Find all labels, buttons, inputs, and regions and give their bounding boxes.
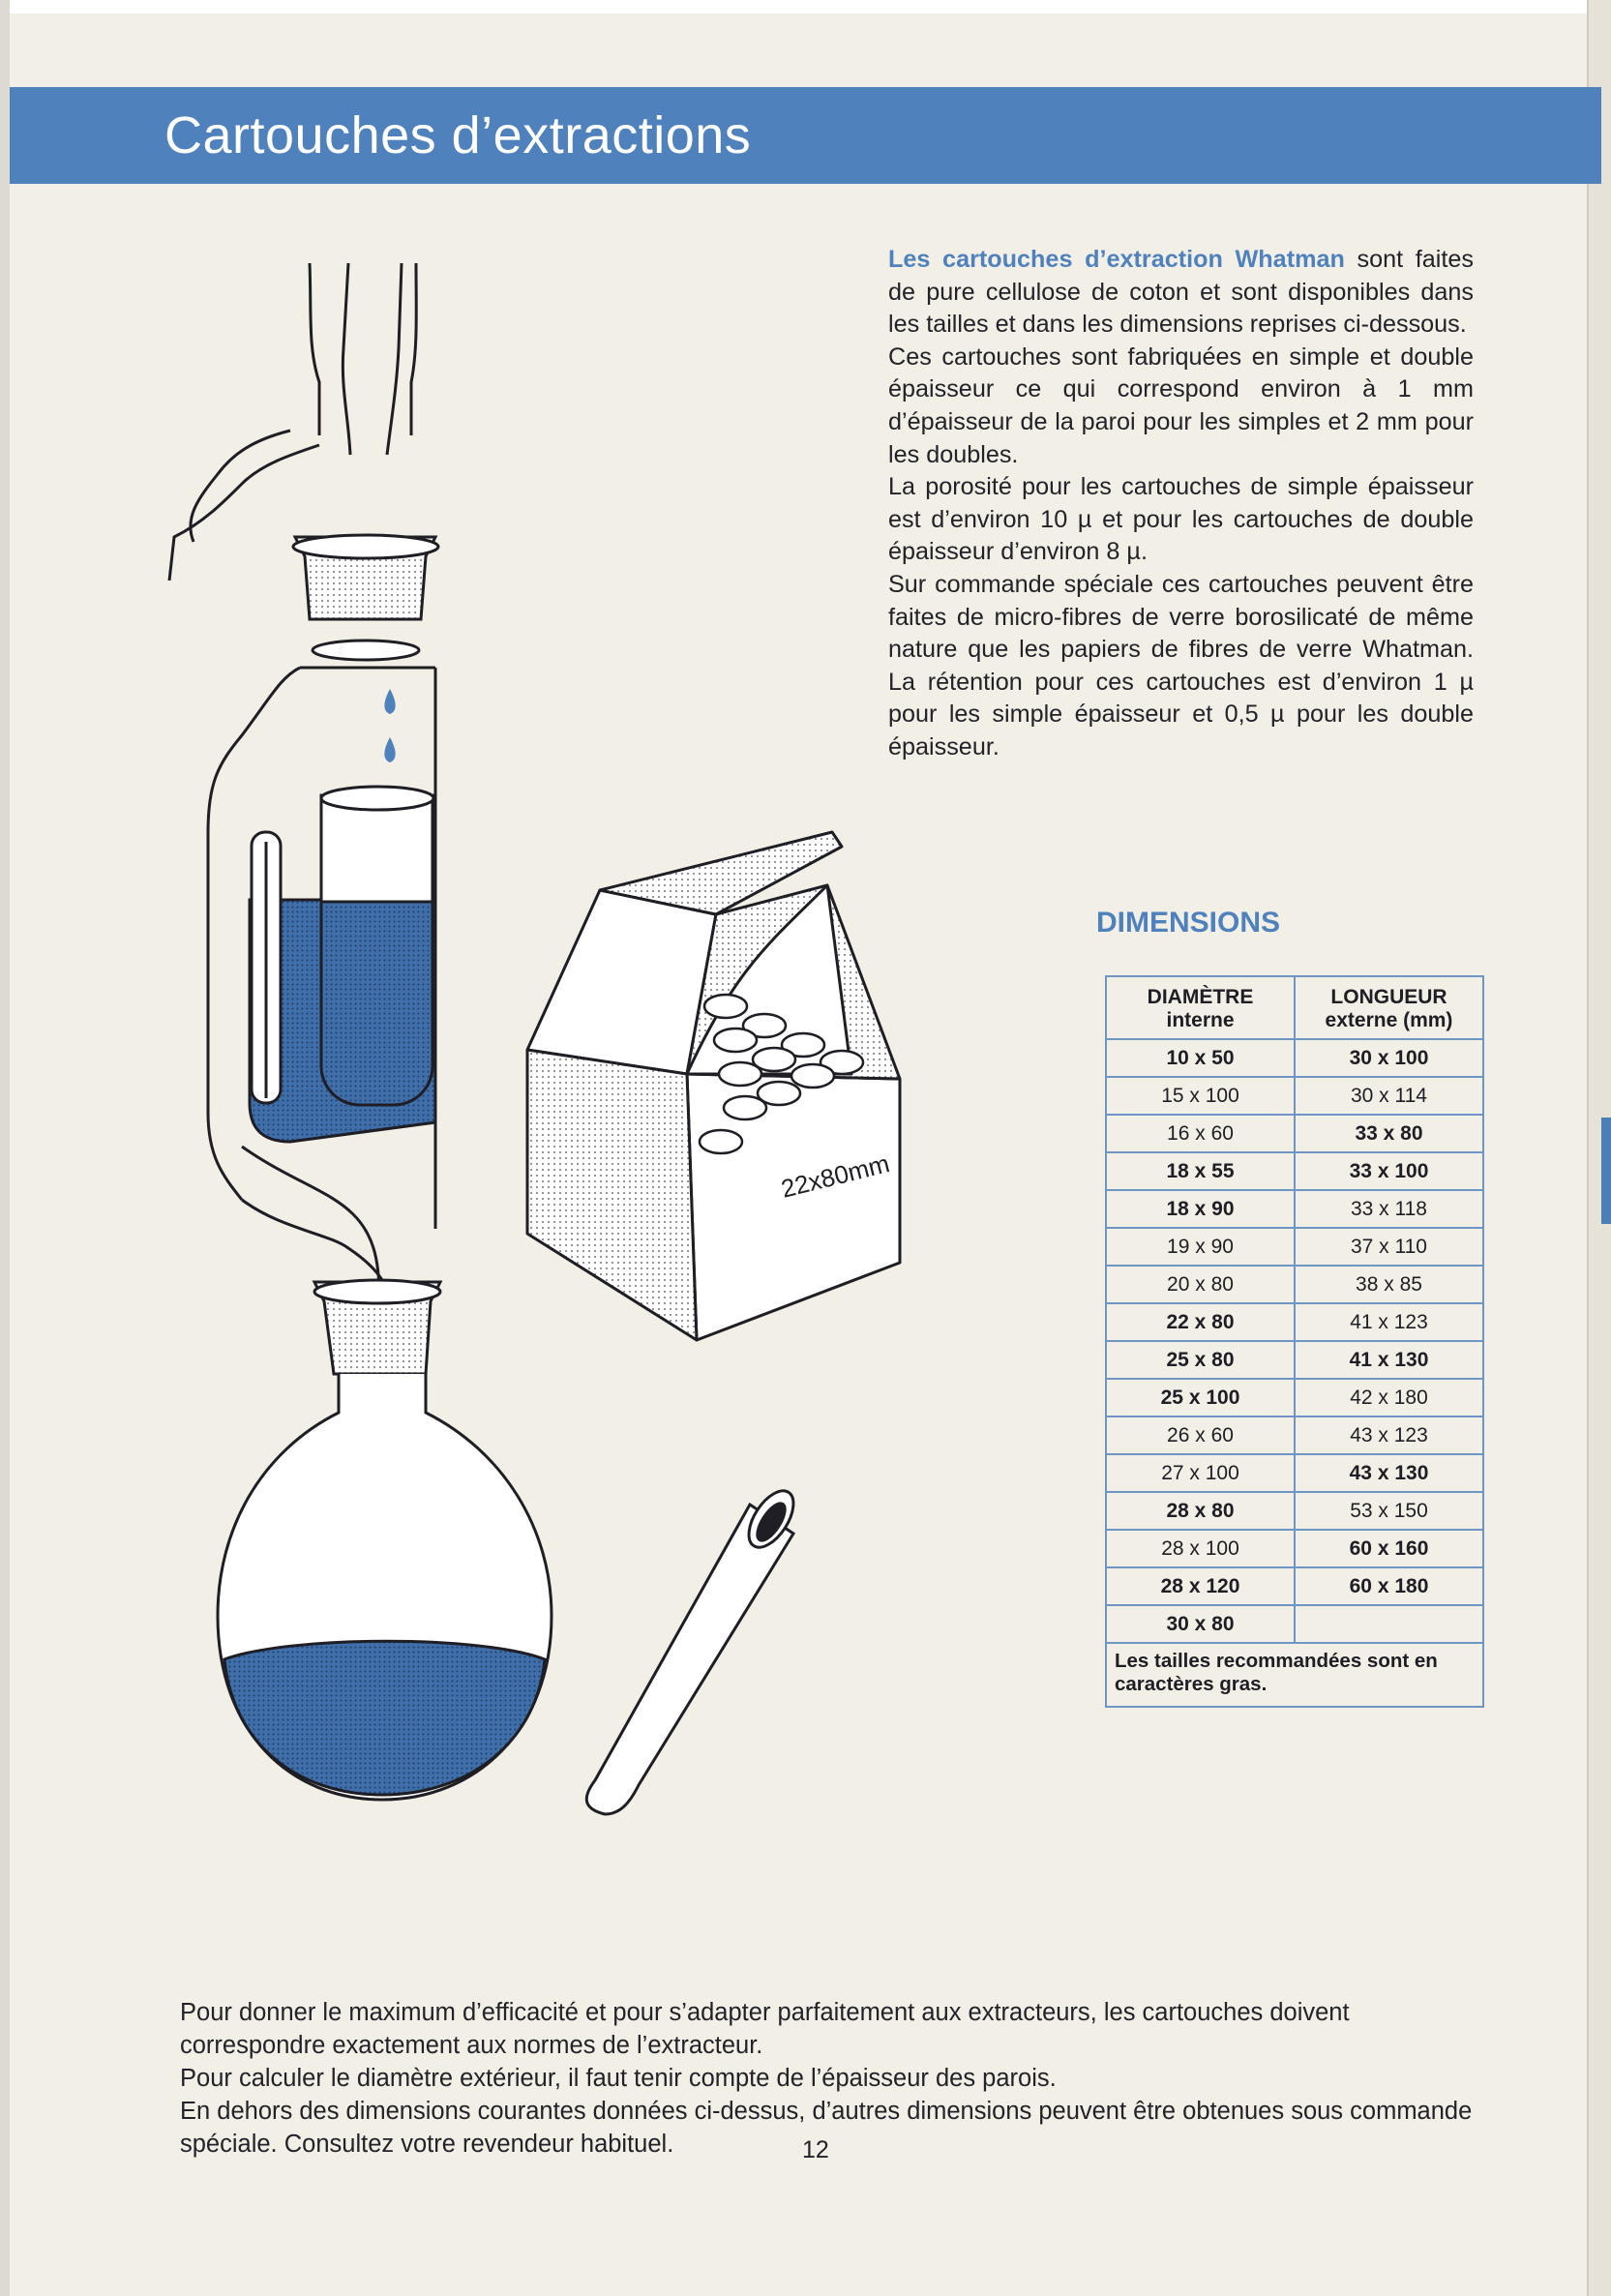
thimble-in-extractor <box>321 787 433 1105</box>
col-header-diameter: DIAMÈTRE interne <box>1106 976 1295 1039</box>
dimensions-title: DIMENSIONS <box>1096 907 1281 939</box>
col-header-length: LONGUEUR externe (mm) <box>1295 976 1483 1039</box>
table-row <box>1106 1454 1483 1492</box>
bottom-paragraph-1: Pour donner le maximum d’efficacité et pour s’adapter parfaitement aux extracteurs, les cartouches doivent correspondre exactement aux normes de l’extracteur. <box>180 1999 1350 2059</box>
intro-paragraph-1-rest: sont faites de pure cellulose de coton et sont disponibles dans les tailles et dans les dimensions reprises ci-dessous. <box>888 246 1474 339</box>
diameter-cell: 18 x 90 <box>1106 1190 1295 1228</box>
loose-thimble <box>586 1483 802 1814</box>
length-cell: 53 x 150 <box>1295 1492 1483 1530</box>
intro-paragraph-4: Sur commande spéciale ces cartouches peuvent être faites de micro-fibres de verre borosilicaté de même nature que les papiers de fibres de verre Whatman. La rétention pour ces cartouches est d’environ 1 µ pour les simple épaisseur et 0,5 µ pour les double épaisseur. <box>888 570 1474 760</box>
bottom-text <box>180 1996 1480 2161</box>
table-row <box>1106 1605 1483 1643</box>
diameter-cell: 10 x 50 <box>1106 1039 1295 1077</box>
length-cell: 60 x 180 <box>1295 1567 1483 1605</box>
table-row <box>1106 1152 1483 1190</box>
table-row <box>1106 1190 1483 1228</box>
diameter-cell: 18 x 55 <box>1106 1152 1295 1190</box>
table-row <box>1106 1039 1483 1077</box>
length-cell: 41 x 123 <box>1295 1303 1483 1341</box>
length-cell: 30 x 100 <box>1295 1039 1483 1077</box>
diameter-cell: 26 x 60 <box>1106 1416 1295 1454</box>
length-cell: 33 x 118 <box>1295 1190 1483 1228</box>
diameter-cell: 28 x 80 <box>1106 1492 1295 1530</box>
length-cell: 42 x 180 <box>1295 1379 1483 1416</box>
diameter-cell: 20 x 80 <box>1106 1266 1295 1303</box>
box-label: 22x80mm <box>778 1148 893 1204</box>
length-cell <box>1295 1605 1483 1643</box>
length-cell: 38 x 85 <box>1295 1266 1483 1303</box>
table-header-row <box>1106 976 1483 1039</box>
siphon-tube <box>252 832 281 1103</box>
table-row <box>1106 1341 1483 1379</box>
length-cell: 37 x 110 <box>1295 1228 1483 1266</box>
intro-paragraph-2: Ces cartouches sont fabriquées en simple et double épaisseur ce qui correspond environ à 1 mm d’épaisseur de la paroi pour les simples et 2 mm pour les doubles. <box>888 343 1474 468</box>
bottom-paragraph-3: En dehors des dimensions courantes données ci-dessus, d’autres dimensions peuvent être obtenues sous commande spéciale. Consultez votre revendeur habituel. <box>180 2098 1473 2158</box>
diameter-cell: 30 x 80 <box>1106 1605 1295 1643</box>
diameter-cell: 28 x 120 <box>1106 1567 1295 1605</box>
length-cell: 30 x 114 <box>1295 1077 1483 1115</box>
length-cell: 41 x 130 <box>1295 1341 1483 1379</box>
bottom-paragraph-2: Pour calculer le diamètre extérieur, il faut tenir compte de l’épaisseur des parois. <box>180 2065 1057 2092</box>
diameter-cell: 27 x 100 <box>1106 1454 1295 1492</box>
upper-joint <box>293 535 438 660</box>
table-row <box>1106 1115 1483 1152</box>
diameter-cell: 25 x 80 <box>1106 1341 1295 1379</box>
diameter-cell: 22 x 80 <box>1106 1303 1295 1341</box>
page-number: 12 <box>802 2136 829 2163</box>
table-note-row <box>1106 1643 1483 1707</box>
intro-lead: Les cartouches d’extraction Whatman <box>888 246 1345 273</box>
diameter-cell: 15 x 100 <box>1106 1077 1295 1115</box>
lower-joint <box>314 1280 440 1374</box>
table-row <box>1106 1416 1483 1454</box>
length-cell: 60 x 160 <box>1295 1530 1483 1567</box>
thimble-box <box>527 832 900 1340</box>
table-row <box>1106 1492 1483 1530</box>
length-cell: 43 x 130 <box>1295 1454 1483 1492</box>
round-flask <box>218 1374 552 1800</box>
condenser <box>169 263 416 581</box>
intro-paragraph-3: La porosité pour les cartouches de simple épaisseur est d’environ 10 µ et pour les cartouches de double épaisseur d’environ 8 µ. <box>888 473 1474 566</box>
table-row <box>1106 1266 1483 1303</box>
table-note: Les tailles recommandées sont en caractères gras. <box>1106 1643 1483 1707</box>
length-cell: 33 x 80 <box>1295 1115 1483 1152</box>
diameter-cell: 25 x 100 <box>1106 1379 1295 1416</box>
diameter-cell: 19 x 90 <box>1106 1228 1295 1266</box>
diameter-cell: 16 x 60 <box>1106 1115 1295 1152</box>
table-row <box>1106 1379 1483 1416</box>
diameter-cell: 28 x 100 <box>1106 1530 1295 1567</box>
table-row <box>1106 1077 1483 1115</box>
length-cell: 33 x 100 <box>1295 1152 1483 1190</box>
page-title: Cartouches d’extractions <box>164 106 752 164</box>
table-row <box>1106 1303 1483 1341</box>
table-row <box>1106 1567 1483 1605</box>
table-row <box>1106 1530 1483 1567</box>
dimensions-table <box>1105 975 1484 1708</box>
table-row <box>1106 1228 1483 1266</box>
length-cell: 43 x 123 <box>1295 1416 1483 1454</box>
